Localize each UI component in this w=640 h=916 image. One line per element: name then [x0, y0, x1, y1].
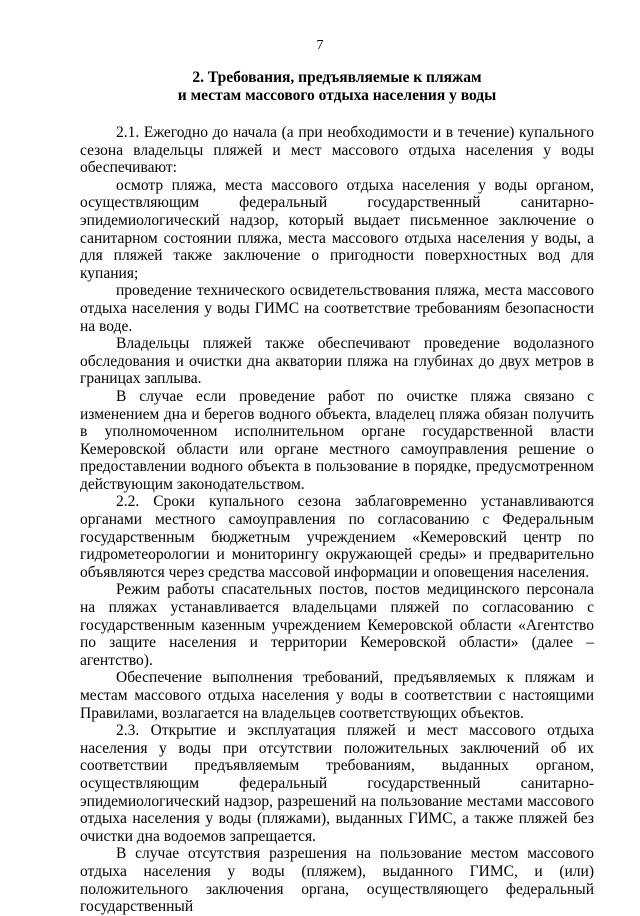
section-heading-line-2: и местам массового отдыха населения у воды: [177, 87, 497, 104]
paragraph: Обеспечение выполнения требований, предъявляемых к пляжам и местам массового отдыха населения у воды в соответствии с настоящими Правилами, возлагается на владельцев соответствующих объектов.: [80, 669, 594, 722]
section-heading-line-1: 2. Требования, предъявляемые к пляжам: [192, 69, 482, 86]
paragraph: проведение технического освидетельствования пляжа, места массового отдыха населения у воды ГИМС на соответствие требованиям безопасности на воде.: [80, 282, 594, 335]
paragraph: Владельцы пляжей также обеспечивают проведение водолазного обследования и очистки дна акватории пляжа на глубинах до двух метров в границах заплыва.: [80, 335, 594, 388]
paragraph: 2.2. Сроки купального сезона заблаговременно устанавливаются органами местного самоуправления по согласованию с Федеральным государственным бюджетным учреждением «Кемеровский центр по гидрометеорологии и мониторингу окружающей среды» и предварительно объявляются через средства массовой информации и оповещения населения.: [80, 493, 594, 581]
page-number: 7: [316, 38, 324, 53]
document-body: [80, 124, 594, 916]
paragraph: В случае если проведение работ по очистке пляжа связано с изменением дна и берегов водного объекта, владелец пляжа обязан получить в уполномоченном исполнительном органе государственной власти Кемеровской области или органе местного самоуправления решение о предоставлении водного объекта в пользование в порядке, предусмотренном действующим законодательством.: [80, 387, 594, 493]
paragraph: 2.3. Открытие и эксплуатация пляжей и мест массового отдыха населения у воды при отсутствии положительных заключений об их соответствии предъявляемым требованиям, выданных органом, осуществляющим федеральный государственный санитарно-эпидемиологический надзор, разрешений на пользование местами массового отдыха населения у воды (пляжами), выданных ГИМС, а также пляжей без очистки дна водоемов запрещается.: [80, 722, 594, 845]
paragraph: Режим работы спасательных постов, постов медицинского персонала на пляжах устанавливается владельцами пляжей по согласованию с государственным казенным учреждением Кемеровской области «Агентство по защите населения и территории Кемеровской области» (далее – агентство).: [80, 581, 594, 669]
section-heading: [80, 69, 594, 105]
paragraph: 2.1. Ежегодно до начала (а при необходимости и в течение) купального сезона владельцы пляжей и мест массового отдыха населения у воды обеспечивают:: [80, 124, 594, 177]
paragraph: осмотр пляжа, места массового отдыха населения у воды органом, осуществляющим федеральный государственный санитарно-эпидемиологический надзор, который выдает письменное заключение о санитарном состоянии пляжа, места массового отдыха населения у воды, а для пляжей также заключение о пригодности поверхностных вод для купания;: [80, 176, 594, 282]
paragraph: В случае отсутствия разрешения на пользование местом массового отдыха населения у воды (пляжем), выданного ГИМС, и (или) положительного заключения органа, осуществляющего федеральный государственный: [80, 845, 594, 916]
